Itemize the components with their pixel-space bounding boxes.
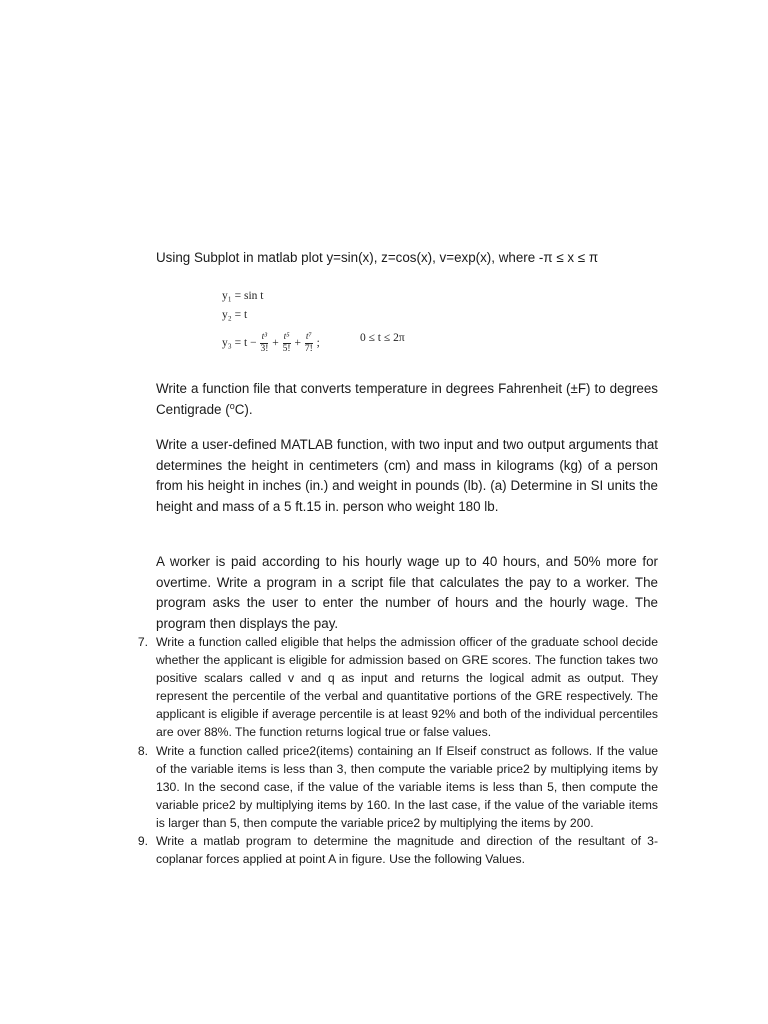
worker-pay-paragraph: A worker is paid according to his hourly wage up to 40 hours, and 50% more for overtime. Write a program in a script file that calculates the pay to a worker. The program asks the user to enter the number of hours and the hourly wage. The program then displays the pay. — [156, 554, 658, 631]
fahrenheit-paragraph — [156, 379, 658, 420]
list-item-number: 7. — [137, 635, 148, 649]
fraction-t3-denominator: 3! — [260, 344, 269, 354]
plus-sign: + — [294, 337, 301, 350]
equation-y3-prefix: y₃ = t − — [222, 337, 257, 350]
semicolon: ; — [316, 337, 320, 350]
degree-superscript: o — [229, 400, 235, 411]
subplot-paragraph: Using Subplot in matlab plot y=sin(x), z=cos(x), v=exp(x), where -π ≤ x ≤ π — [156, 250, 599, 265]
numbered-list — [132, 633, 658, 868]
fraction-t3-numerator: t³ — [261, 332, 268, 342]
equation-y2: y₂ = t — [222, 309, 248, 321]
fraction-t5-denominator: 5! — [282, 344, 291, 354]
list-item — [132, 633, 658, 742]
list-item — [132, 742, 658, 832]
equation-y1: y₁ = sin t — [222, 290, 264, 302]
list-item-number: 9. — [137, 834, 148, 849]
equation-y3 — [222, 332, 320, 355]
fahrenheit-text-end: C). — [234, 401, 253, 417]
list-item-text: Write a function called price2(items) containing an If Elseif construct as follows. If the value of the variable items is less than 3, then compute the variable price2 by multiplying items by 130. In the second case, if the value of the variable items is less than 5, then compute the variable price2 by multiplying items by 160. In the last case, if the value of the variable items is larger than 5, then compute the variable price2 by multiplying the items by 200. — [156, 743, 658, 830]
list-item-text: Write a matlab program to determine the magnitude and direction of the resultant of 3-coplanar forces applied at point A in figure. Use the following Values. — [156, 834, 658, 867]
fraction-t5-numerator: t⁵ — [283, 332, 290, 342]
list-item-text: Write a function called eligible that helps the admission officer of the graduate school decide whether the applicant is eligible for admission based on GRE scores. The function takes two positive scalars called v and q as input and returns the logical admit as output. They represent the percentile of the verbal and quantitative portions of the GRE respectively. The applicant is eligible if average percentile is at least 92% and both of the individual percentiles are over 88%. The function returns logical true or false values. — [156, 635, 658, 740]
fahrenheit-text: Write a function file that converts temperature in degrees Fahrenheit (±F) to degrees Centigrade ( — [156, 381, 658, 417]
list-item-number: 8. — [137, 743, 148, 758]
fraction-t7-numerator: t⁷ — [305, 332, 312, 342]
fraction-t3 — [260, 332, 268, 355]
list-item — [132, 832, 658, 868]
fraction-t7 — [305, 332, 313, 355]
plus-sign: + — [272, 337, 279, 350]
fraction-t5 — [283, 332, 291, 355]
equation-range: 0 ≤ t ≤ 2π — [360, 332, 405, 344]
fraction-t7-denominator: 7! — [304, 344, 313, 354]
height-mass-paragraph: Write a user-defined MATLAB function, with two input and two output arguments that determines the height in centimeters (cm) and mass in kilograms (kg) of a person from his height in inches (in.) and weight in pounds (lb). (a) Determine in SI units the height and mass of a 5 ft.15 in. person who weight 180 lb. — [156, 437, 658, 514]
